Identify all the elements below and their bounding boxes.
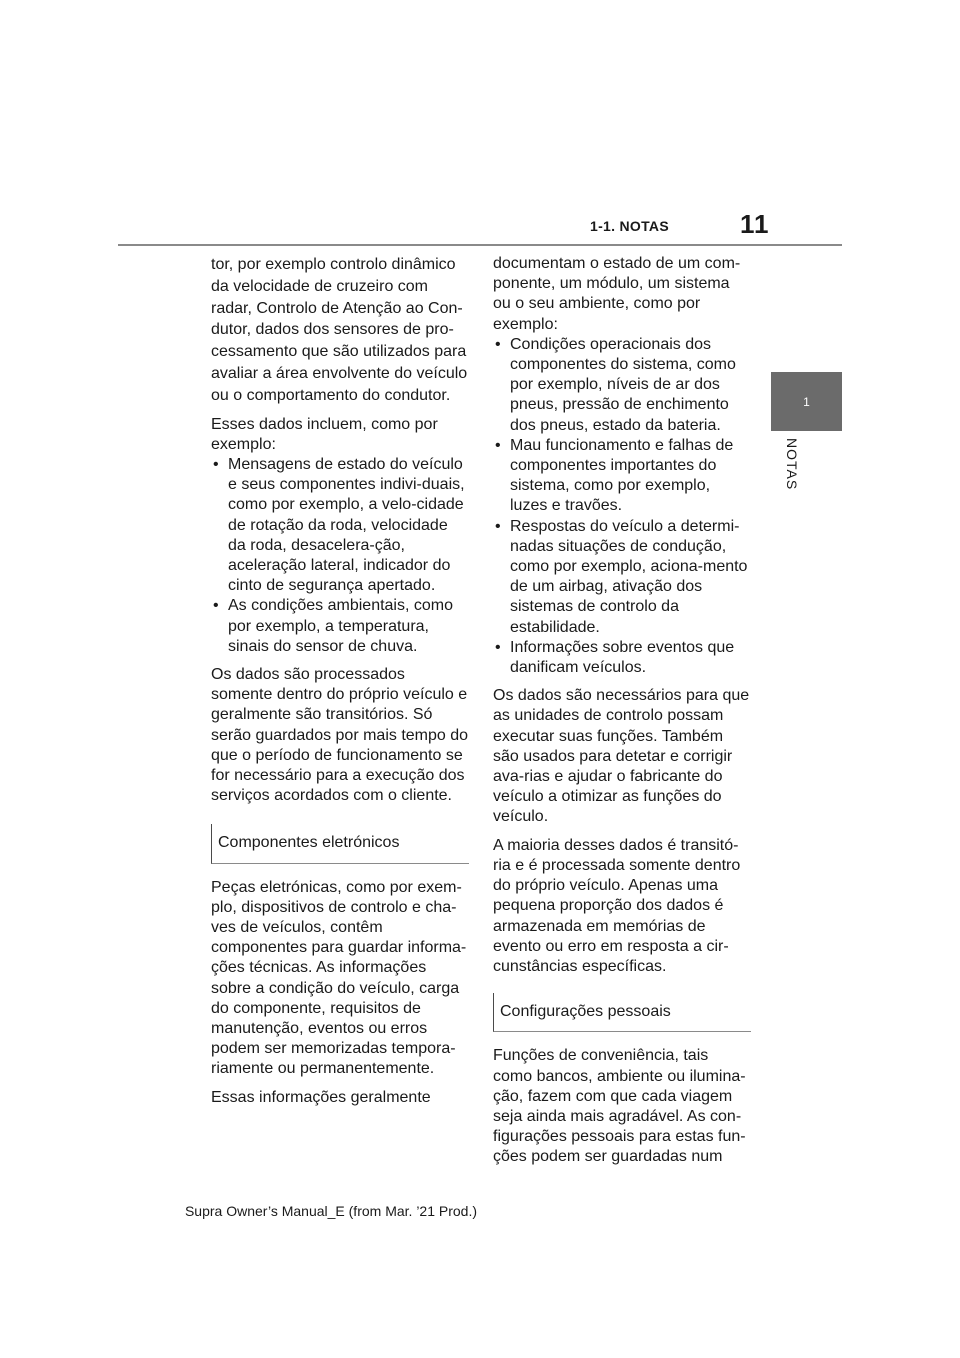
list-item: • Condições operacionais dos componentes do sistema, como por exemplo, níveis de ar dos pneus, pressão de enchimento dos pneus, estado da bateria. (493, 335, 751, 436)
subheading-electronic-components: Componentes eletrónicos (211, 824, 469, 863)
left-bullet-list (211, 455, 469, 657)
data-intro-paragraph: Esses dados incluem, como por exemplo: (211, 415, 438, 453)
list-item: • Informações sobre eventos que danificam veículos. (493, 638, 751, 678)
section-label: 1-1. NOTAS (590, 218, 669, 234)
right-bullet-list (493, 335, 751, 678)
left-intro-paragraph: tor, por exemplo controlo dinâmico da velocidade de cruzeiro com radar, Controlo de Atenção ao Con-dutor, dados dos sensores de pro-cessamento que são utilizados para avaliar a área envolvente do veículo ou o comportamento do condutor. (211, 256, 468, 404)
left-column (211, 254, 469, 1116)
list-item: • As condições ambientais, como por exemplo, a temperatura, sinais do sensor de chuva. (211, 596, 469, 657)
chapter-number: 1 (803, 394, 810, 409)
chapter-side-title: NOTAS (784, 438, 800, 491)
right-column (493, 254, 751, 1176)
footer-text: Supra Owner’s Manual_E (from Mar. ’21 Prod.) (184, 1203, 478, 1219)
list-item: • Respostas do veículo a determi-nadas situações de condução, como por exemplo, aciona-mento de um airbag, ativação dos sistemas de controlo da estabilidade. (493, 517, 751, 638)
transient-paragraph: A maioria desses dados é transitó-ria e é processada somente dentro do próprio veículo. Apenas uma pequena proporção dos dados é armazenada em memórias de evento ou erro em resposta a cir-cunstâncias específicas. (493, 836, 741, 975)
page-number: 11 (740, 209, 770, 239)
list-item: • Mensagens de estado do veículo e seus componentes indivi-duais, como por exemplo, a velo-cidade de rotação da roda, velocidade da roda, desacelera-ção, aceleração lateral, indicador do cinto de segurança apertado. (211, 455, 469, 596)
components-paragraph: Peças eletrónicas, como por exem-plo, dispositivos de controlo e cha-ves de veículos, contêm componentes para guardar informa-ções técnicas. As informações sobre a condição do veículo, carga do componente, requisitos de manutenção, eventos ou erros podem ser memorizadas tempora-riamente ou permanentemente. (211, 878, 467, 1078)
right-intro-paragraph: documentam o estado de um com-ponente, um módulo, um sistema ou o seu ambiente, como por exemplo: (493, 255, 741, 333)
closing-paragraph: Essas informações geralmente (211, 1088, 431, 1106)
purpose-paragraph: Os dados são necessários para que as unidades de controlo possam executar suas funções. Também são usados para detetar e corrigir ava-rias e ajudar o fabricante do veículo a otimizar as funções do veículo. (493, 687, 750, 826)
chapter-tab (771, 372, 842, 431)
header-rule (118, 244, 842, 246)
subheading-personal-settings: Configurações pessoais (493, 993, 751, 1032)
processing-paragraph: Os dados são processados somente dentro do próprio veículo e geralmente são transitórios. Só serão guardados por mais tempo do que o período de funcionamento se for necessário para a execução dos serviços acordados com o cliente. (211, 666, 469, 805)
settings-paragraph: Funções de conveniência, tais como bancos, ambiente ou ilumina-ção, fazem com que cada viagem seja ainda mais agradável. As con-figurações pessoais para estas fun-ções podem ser guardadas num (493, 1047, 746, 1166)
list-item: • Mau funcionamento e falhas de componentes importantes do sistema, como por exemplo, luzes e travões. (493, 436, 751, 517)
